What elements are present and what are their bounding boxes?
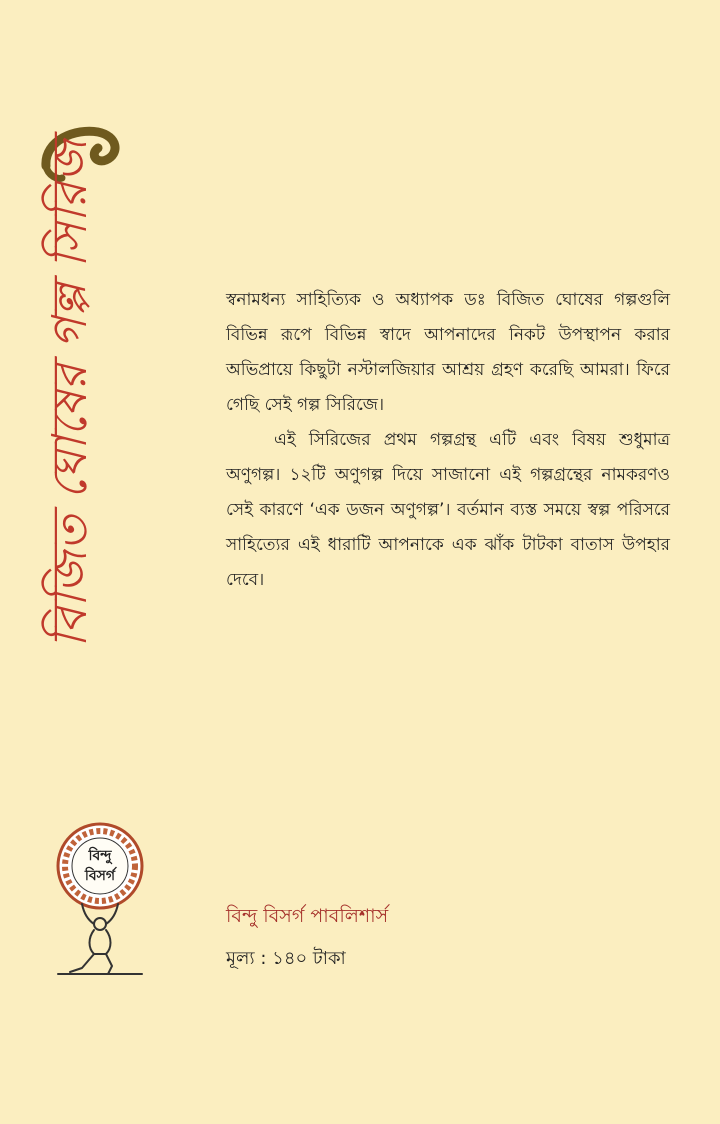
blurb-paragraph-2: এই সিরিজের প্রথম গল্পগ্রন্থ এটি এবং বিষয় শুধুমাত্র অণুগল্প। ১২টি অণুগল্প দিয়ে সাজানো এই গল্পগ্রন্থের নামকরণও সেই কারণে ‘এক ডজন অণুগল্প’। বর্তমান ব্যস্ত সময়ে স্বল্প পরিসরে সাহিত্যের এই ধারাটি আপনাকে এক ঝাঁক টাটকা বাতাস উপহার দেবে। [226,430,670,590]
price: মূল্য : ১৪০ টাকা [226,948,346,969]
publisher-logo [48,820,152,980]
logo-text-bisarga: বিসর্গ [84,868,116,884]
blurb-paragraph-1: স্বনামধন্য সাহিত্যিক ও অধ্যাপক ডঃ বিজিত ঘোষের গল্পগুলি বিভিন্ন রূপে বিভিন্ন স্বাদে আপনাদের নিকট উপস্থাপন করার অভিপ্রায়ে কিছুটা নস্টালজিয়ার আশ্রয় গ্রহণ করেছি আমরা। ফিরে গেছি সেই গল্প সিরিজে। [226,290,670,415]
atlas-figure-icon [58,904,142,974]
publisher-name: বিন্দু বিসর্গ পাবলিশার্স [226,905,389,927]
logo-text-bindu: বিন্দু [88,848,112,864]
blurb [226,283,670,598]
book-title: বিজিত ঘোষের গল্প সিরিজ [42,139,98,648]
